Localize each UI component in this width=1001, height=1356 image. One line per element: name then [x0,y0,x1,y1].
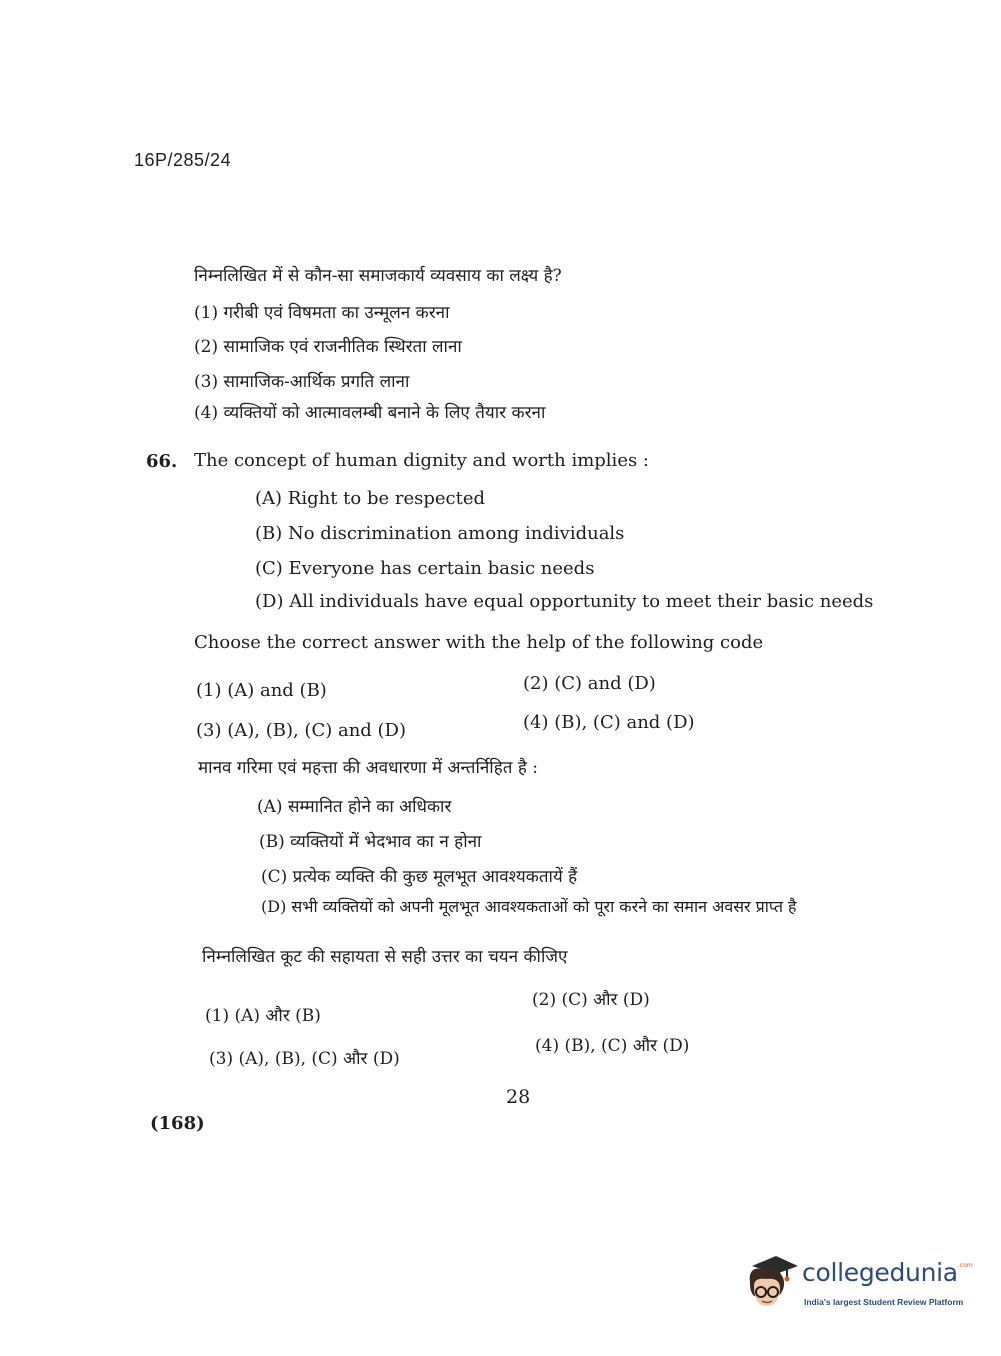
q66-hindi-statement-b: (B) व्यक्तियों में भेदभाव का न होना [259,832,482,852]
page-number: 28 [506,1086,531,1108]
logo-suffix: .com [958,1262,973,1269]
q66-statement-b: (B) No discrimination among individuals [255,523,625,544]
q65-hindi-option-3: (3) सामाजिक-आर्थिक प्रगति लाना [194,372,410,392]
logo-tagline: India's largest Student Review Platform [804,1297,964,1307]
q66-number: 66. [146,451,178,472]
q66-hindi-question: मानव गरिमा एवं महत्ता की अवधारणा में अन्तर्निहित है : [198,758,538,778]
q66-hindi-option-1: (1) (A) और (B) [205,1006,321,1026]
q65-hindi-question: निम्नलिखित में से कौन-सा समाजकार्य व्यवसाय का लक्ष्य है? [194,266,562,286]
collegedunia-logo[interactable] [742,1252,972,1314]
q66-hindi-statement-d: (D) सभी व्यक्तियों को अपनी मूलभूत आवश्यकताओं को पूरा करने का समान अवसर प्राप्त है [261,897,797,916]
q66-hindi-instruction: निम्नलिखित कूट की सहायता से सही उत्तर का चयन कीजिए [202,947,568,967]
q66-instruction: Choose the correct answer with the help of the following code [194,632,764,653]
q66-hindi-option-3: (3) (A), (B), (C) और (D) [209,1049,400,1069]
logo-name: collegedunia [802,1258,958,1287]
q66-statement-a: (A) Right to be respected [255,488,485,509]
q66-hindi-option-2: (2) (C) और (D) [532,990,650,1010]
q66-option-3: (3) (A), (B), (C) and (D) [196,720,407,741]
q66-option-1: (1) (A) and (B) [196,680,327,701]
q66-option-4: (4) (B), (C) and (D) [523,712,695,733]
footer-code: (168) [150,1113,205,1134]
q66-hindi-option-4: (4) (B), (C) और (D) [535,1036,690,1056]
q66-statement-c: (C) Everyone has certain basic needs [255,558,595,579]
q66-question: The concept of human dignity and worth implies : [194,450,649,471]
q66-option-2: (2) (C) and (D) [523,673,656,694]
paper-code: 16P/285/24 [134,150,232,170]
q65-hindi-option-2: (2) सामाजिक एवं राजनीतिक स्थिरता लाना [194,337,462,357]
q66-statement-d: (D) All individuals have equal opportunity to meet their basic needs [255,591,874,612]
q66-hindi-statement-c: (C) प्रत्येक व्यक्ति की कुछ मूलभूत आवश्यकतायें हैं [261,867,578,887]
q65-hindi-option-1: (1) गरीबी एवं विषमता का उन्मूलन करना [194,303,450,323]
q66-hindi-statement-a: (A) सम्मानित होने का अधिकार [257,797,452,817]
q65-hindi-option-4: (4) व्यक्तियों को आत्मावलम्बी बनाने के लिए तैयार करना [194,403,546,423]
mascot-icon [742,1252,800,1312]
